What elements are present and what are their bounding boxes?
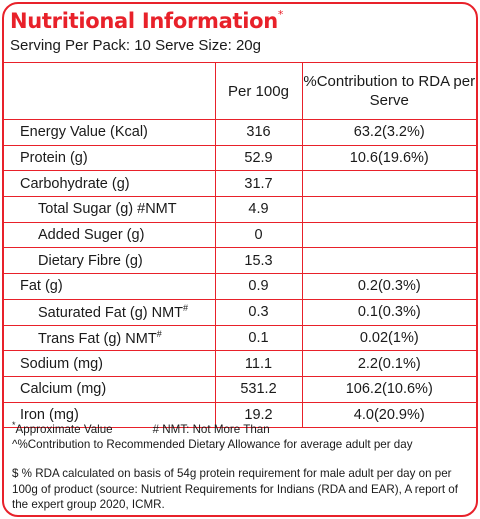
rda-value <box>302 197 476 223</box>
table-row <box>4 376 476 402</box>
table-row <box>4 248 476 274</box>
per-100g-value: 316 <box>215 120 302 146</box>
footnotes <box>12 418 472 452</box>
nutrient-name: Protein (g) <box>4 145 215 171</box>
column-header-nutrient <box>4 63 215 120</box>
nutrient-name: Sodium (mg) <box>4 351 215 377</box>
rda-value: 106.2(10.6%) <box>302 376 476 402</box>
rda-value: 2.2(0.1%) <box>302 351 476 377</box>
rda-basis-note: $ % RDA calculated on basis of 54g protein requirement for male adult per day on per 100g of product (source: Nutrient Requirements for Indians (RDA and EAR), A report of the expert group 2020, ICMR. <box>12 467 458 511</box>
nutrient-name: Carbohydrate (g) <box>4 171 215 197</box>
per-100g-value: 0 <box>215 222 302 248</box>
nutrition-table <box>4 62 476 428</box>
nutrient-name: Energy Value (Kcal) <box>4 120 215 146</box>
per-100g-value: 0.3 <box>215 299 302 325</box>
per-100g-value: 0.1 <box>215 325 302 351</box>
nutrient-name: Calcium (mg) <box>4 376 215 402</box>
label-title: Nutritional Information* <box>10 8 284 33</box>
per-100g-value: 31.7 <box>215 171 302 197</box>
nmt-mark: # <box>156 328 162 339</box>
per-100g-value: 4.9 <box>215 197 302 223</box>
rda-value: 0.1(0.3%) <box>302 299 476 325</box>
table-row <box>4 145 476 171</box>
nutrition-label-card <box>2 2 478 517</box>
rda-value: 10.6(19.6%) <box>302 145 476 171</box>
rda-value <box>302 248 476 274</box>
title-mark: * <box>277 8 284 21</box>
per-100g-value: 15.3 <box>215 248 302 274</box>
table-row <box>4 299 476 325</box>
per-100g-value: 0.9 <box>215 274 302 300</box>
per-100g-value: 52.9 <box>215 145 302 171</box>
nutrient-name: Total Sugar (g) #NMT <box>4 197 215 223</box>
table-row <box>4 351 476 377</box>
nutrient-name: Dietary Fibre (g) <box>4 248 215 274</box>
nutrient-name: Added Suger (g) <box>4 222 215 248</box>
per-100g-value: 19.2 <box>215 402 302 428</box>
rda-contribution-note: ^%Contribution to Recommended Dietary Allowance for average adult per day <box>12 437 413 451</box>
table-row <box>4 325 476 351</box>
nutrient-name: Fat (g) <box>4 274 215 300</box>
table-header-row <box>4 63 476 120</box>
per-100g-value: 11.1 <box>215 351 302 377</box>
table-row <box>4 120 476 146</box>
nutrient-name: Saturated Fat (g) NMT# <box>4 299 215 325</box>
per-100g-value: 531.2 <box>215 376 302 402</box>
rda-value: 63.2(3.2%) <box>302 120 476 146</box>
table-row <box>4 197 476 223</box>
rda-value: 0.2(0.3%) <box>302 274 476 300</box>
rda-value: 0.02(1%) <box>302 325 476 351</box>
rda-value <box>302 222 476 248</box>
approx-note: Approximate Value <box>15 422 113 436</box>
nutrient-name: Trans Fat (g) NMT# <box>4 325 215 351</box>
column-header-rda: %Contribution to RDA per Serve <box>302 63 476 120</box>
rda-value <box>302 171 476 197</box>
rda-value: 4.0(20.9%) <box>302 402 476 428</box>
serving-info: Serving Per Pack: 10 Serve Size: 20g <box>10 37 261 54</box>
table-row <box>4 171 476 197</box>
table-row <box>4 274 476 300</box>
nutrient-name: Iron (mg) <box>4 402 215 428</box>
footnote-line-1 <box>12 418 472 437</box>
table-row <box>4 222 476 248</box>
nmt-mark: # <box>183 303 189 314</box>
nmt-note: # NMT: Not More Than <box>152 422 270 436</box>
approx-mark: * <box>12 420 16 430</box>
column-header-per-100g: Per 100g <box>215 63 302 120</box>
